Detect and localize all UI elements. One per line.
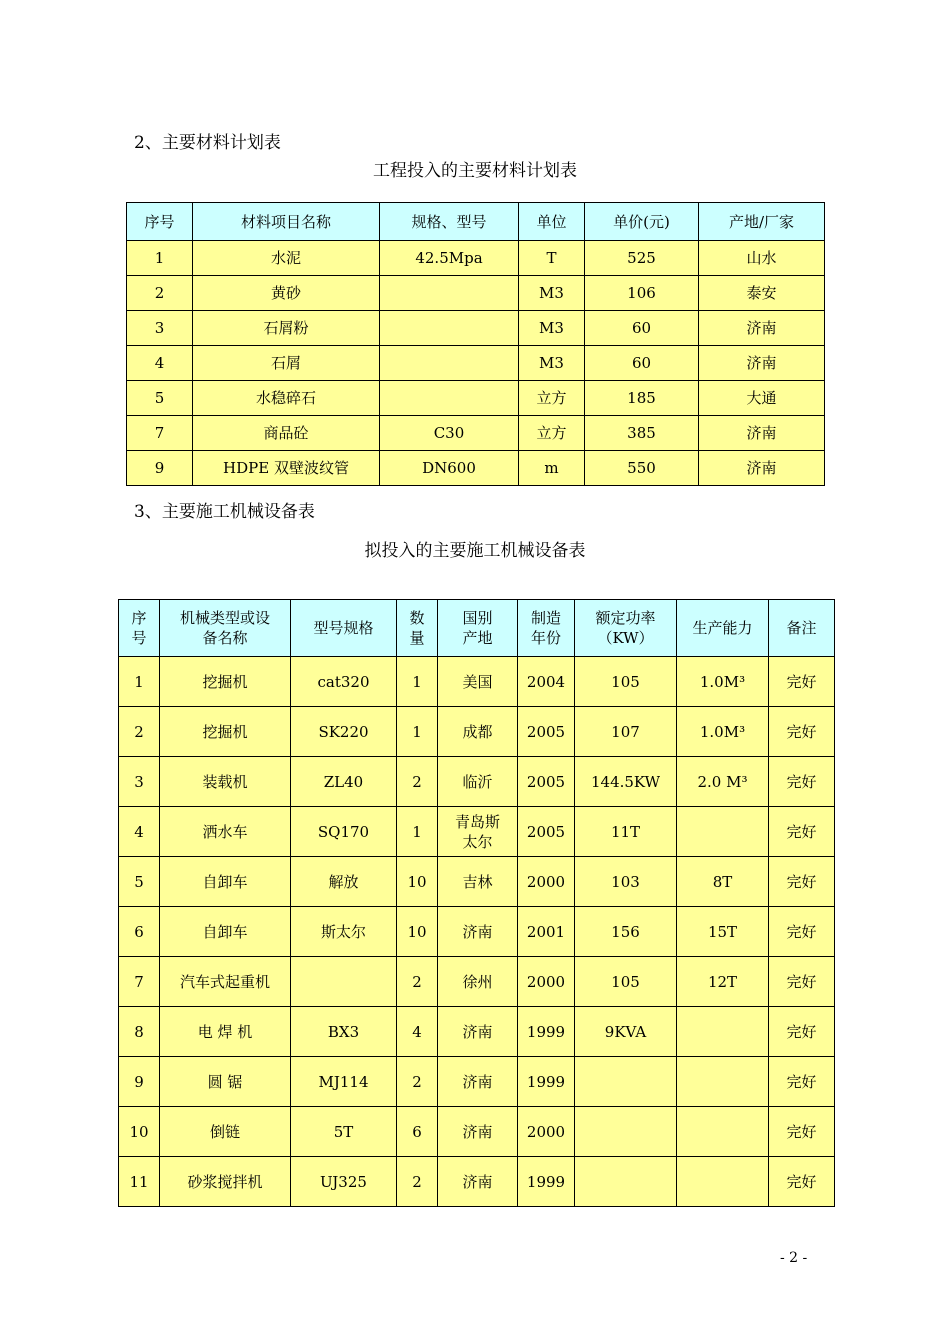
table-cell: 1 — [397, 657, 438, 707]
section-2-heading: 2、主要材料计划表 — [134, 133, 281, 153]
table-cell: 2005 — [518, 707, 575, 757]
table-row — [127, 311, 825, 346]
column-header: 国别 产地 — [438, 600, 518, 657]
table-cell: 5 — [127, 381, 193, 416]
table-row — [127, 276, 825, 311]
table-cell: 7 — [119, 957, 160, 1007]
table-cell: DN600 — [380, 451, 519, 486]
column-header: 序号 — [127, 203, 193, 241]
table-cell: ZL40 — [291, 757, 397, 807]
table-cell: 1 — [397, 807, 438, 857]
table-cell: 电 焊 机 — [160, 1007, 291, 1057]
table-row — [119, 707, 835, 757]
column-header: 材料项目名称 — [193, 203, 380, 241]
table-cell: 5T — [291, 1107, 397, 1157]
table-cell: UJ325 — [291, 1157, 397, 1207]
table-cell: 9 — [119, 1057, 160, 1107]
table-cell — [677, 1157, 769, 1207]
table-row — [119, 907, 835, 957]
table-cell: 10 — [119, 1107, 160, 1157]
column-header: 单价(元) — [585, 203, 699, 241]
column-header: 产地/厂家 — [699, 203, 825, 241]
table-cell: 自卸车 — [160, 857, 291, 907]
table-cell: 156 — [575, 907, 677, 957]
table-row — [127, 381, 825, 416]
table-cell: 2 — [119, 707, 160, 757]
table-cell: 144.5KW — [575, 757, 677, 807]
table-row — [119, 1107, 835, 1157]
table-cell — [677, 1007, 769, 1057]
table-cell: 106 — [585, 276, 699, 311]
section-3-heading: 3、主要施工机械设备表 — [134, 502, 315, 522]
table-cell: 9KVA — [575, 1007, 677, 1057]
materials-table — [126, 202, 825, 486]
table-cell — [380, 311, 519, 346]
table-cell: 2 — [397, 757, 438, 807]
table-cell: 385 — [585, 416, 699, 451]
table-cell: 1999 — [518, 1157, 575, 1207]
table-cell: SK220 — [291, 707, 397, 757]
table-header-row — [127, 203, 825, 241]
table-cell: 7 — [127, 416, 193, 451]
table-cell — [380, 381, 519, 416]
table-cell — [380, 346, 519, 381]
table-cell: 立方 — [519, 416, 585, 451]
table-cell: 2000 — [518, 1107, 575, 1157]
column-header: 制造 年份 — [518, 600, 575, 657]
table-cell: C30 — [380, 416, 519, 451]
table-cell: 2005 — [518, 757, 575, 807]
column-header: 序 号 — [119, 600, 160, 657]
table-cell: 105 — [575, 957, 677, 1007]
table-cell: 泰安 — [699, 276, 825, 311]
table-cell: 完好 — [769, 757, 835, 807]
table-cell: m — [519, 451, 585, 486]
table-cell: 525 — [585, 241, 699, 276]
table-cell: 1.0M³ — [677, 657, 769, 707]
table-cell: 185 — [585, 381, 699, 416]
table-cell: 圆 锯 — [160, 1057, 291, 1107]
table-cell: 2001 — [518, 907, 575, 957]
table-cell: 完好 — [769, 657, 835, 707]
table-cell: HDPE 双壁波纹管 — [193, 451, 380, 486]
table-cell: 水稳碎石 — [193, 381, 380, 416]
table-cell: 3 — [119, 757, 160, 807]
table-row — [127, 346, 825, 381]
table-cell: 4 — [127, 346, 193, 381]
table-cell — [677, 1107, 769, 1157]
table-row — [119, 807, 835, 857]
table-cell: 自卸车 — [160, 907, 291, 957]
table-row — [127, 451, 825, 486]
table-cell — [575, 1157, 677, 1207]
table-cell: 2 — [397, 1157, 438, 1207]
table-row — [119, 657, 835, 707]
table-row — [119, 757, 835, 807]
table-cell: 解放 — [291, 857, 397, 907]
equipment-table — [118, 599, 835, 1207]
table-cell: 济南 — [699, 311, 825, 346]
table-cell: 吉林 — [438, 857, 518, 907]
table-cell: 11T — [575, 807, 677, 857]
table-cell: 徐州 — [438, 957, 518, 1007]
table-cell: 2004 — [518, 657, 575, 707]
table-cell: M3 — [519, 311, 585, 346]
table-cell: 济南 — [438, 907, 518, 957]
table-cell: 大通 — [699, 381, 825, 416]
table-cell: 1 — [127, 241, 193, 276]
table-cell: 商品砼 — [193, 416, 380, 451]
table-cell: 6 — [397, 1107, 438, 1157]
table-cell: 汽车式起重机 — [160, 957, 291, 1007]
table-row — [119, 1157, 835, 1207]
table-cell: 倒链 — [160, 1107, 291, 1157]
table-header-row — [119, 600, 835, 657]
page-number: - 2 - — [780, 1250, 808, 1266]
table-cell: 3 — [127, 311, 193, 346]
table-cell: 济南 — [699, 416, 825, 451]
table-row — [127, 416, 825, 451]
column-header: 规格、型号 — [380, 203, 519, 241]
table-cell: 水泥 — [193, 241, 380, 276]
table-cell — [291, 957, 397, 1007]
table-cell: 1 — [119, 657, 160, 707]
table-cell: M3 — [519, 276, 585, 311]
table-cell: T — [519, 241, 585, 276]
table-cell: 挖掘机 — [160, 657, 291, 707]
column-header: 生产能力 — [677, 600, 769, 657]
column-header: 额定功率 （KW） — [575, 600, 677, 657]
table-cell: 完好 — [769, 1157, 835, 1207]
table-cell — [575, 1107, 677, 1157]
column-header: 单位 — [519, 203, 585, 241]
table-cell: 103 — [575, 857, 677, 907]
table-cell: 10 — [397, 907, 438, 957]
table-cell: 15T — [677, 907, 769, 957]
table-cell: 1 — [397, 707, 438, 757]
table-cell: 4 — [397, 1007, 438, 1057]
table-cell: 临沂 — [438, 757, 518, 807]
table-cell: 山水 — [699, 241, 825, 276]
table-cell: 完好 — [769, 807, 835, 857]
table-cell: 107 — [575, 707, 677, 757]
table-cell: 斯太尔 — [291, 907, 397, 957]
table-cell: 洒水车 — [160, 807, 291, 857]
table-row — [127, 241, 825, 276]
equipment-table-caption: 拟投入的主要施工机械设备表 — [364, 541, 586, 561]
table-cell — [677, 807, 769, 857]
table-cell: 济南 — [699, 346, 825, 381]
table-cell: 5 — [119, 857, 160, 907]
table-cell: 济南 — [699, 451, 825, 486]
table-row — [119, 1007, 835, 1057]
table-row — [119, 957, 835, 1007]
table-cell: 105 — [575, 657, 677, 707]
table-cell: 完好 — [769, 1007, 835, 1057]
table-cell: 8T — [677, 857, 769, 907]
table-cell: 9 — [127, 451, 193, 486]
table-cell: 济南 — [438, 1057, 518, 1107]
table-cell: 完好 — [769, 907, 835, 957]
table-cell: 2000 — [518, 857, 575, 907]
table-cell: 12T — [677, 957, 769, 1007]
table-cell: 济南 — [438, 1107, 518, 1157]
table-cell: 1999 — [518, 1007, 575, 1057]
table-cell: 6 — [119, 907, 160, 957]
table-row — [119, 1057, 835, 1107]
table-cell: 2.0 M³ — [677, 757, 769, 807]
column-header: 机械类型或设 备名称 — [160, 600, 291, 657]
table-cell: 42.5Mpa — [380, 241, 519, 276]
table-cell: 60 — [585, 311, 699, 346]
table-cell: 1.0M³ — [677, 707, 769, 757]
table-cell: 2 — [397, 957, 438, 1007]
table-cell: 石屑粉 — [193, 311, 380, 346]
materials-table-caption: 工程投入的主要材料计划表 — [373, 161, 577, 181]
table-cell: 济南 — [438, 1007, 518, 1057]
table-cell: 完好 — [769, 1057, 835, 1107]
table-cell — [677, 1057, 769, 1107]
table-cell: 2 — [397, 1057, 438, 1107]
table-cell — [380, 276, 519, 311]
table-cell: 完好 — [769, 1107, 835, 1157]
table-cell: 济南 — [438, 1157, 518, 1207]
table-cell: 4 — [119, 807, 160, 857]
table-row — [119, 857, 835, 907]
table-cell: 黄砂 — [193, 276, 380, 311]
table-cell: 装载机 — [160, 757, 291, 807]
table-cell: 1999 — [518, 1057, 575, 1107]
table-cell: 2000 — [518, 957, 575, 1007]
table-cell: 美国 — [438, 657, 518, 707]
table-cell: 11 — [119, 1157, 160, 1207]
table-cell: 砂浆搅拌机 — [160, 1157, 291, 1207]
table-cell: 立方 — [519, 381, 585, 416]
table-cell: MJ114 — [291, 1057, 397, 1107]
table-cell: M3 — [519, 346, 585, 381]
table-cell: 8 — [119, 1007, 160, 1057]
table-cell: 完好 — [769, 707, 835, 757]
table-cell: 青岛斯 太尔 — [438, 807, 518, 857]
column-header: 备注 — [769, 600, 835, 657]
table-cell: 2005 — [518, 807, 575, 857]
table-cell: 挖掘机 — [160, 707, 291, 757]
table-cell: 60 — [585, 346, 699, 381]
table-cell: cat320 — [291, 657, 397, 707]
table-cell: 550 — [585, 451, 699, 486]
table-cell: 10 — [397, 857, 438, 907]
table-cell: 石屑 — [193, 346, 380, 381]
column-header: 型号规格 — [291, 600, 397, 657]
table-cell: 完好 — [769, 957, 835, 1007]
table-cell: 2 — [127, 276, 193, 311]
table-cell: SQ170 — [291, 807, 397, 857]
table-cell: 成都 — [438, 707, 518, 757]
table-cell: 完好 — [769, 857, 835, 907]
table-cell: BX3 — [291, 1007, 397, 1057]
table-cell — [575, 1057, 677, 1107]
column-header: 数 量 — [397, 600, 438, 657]
